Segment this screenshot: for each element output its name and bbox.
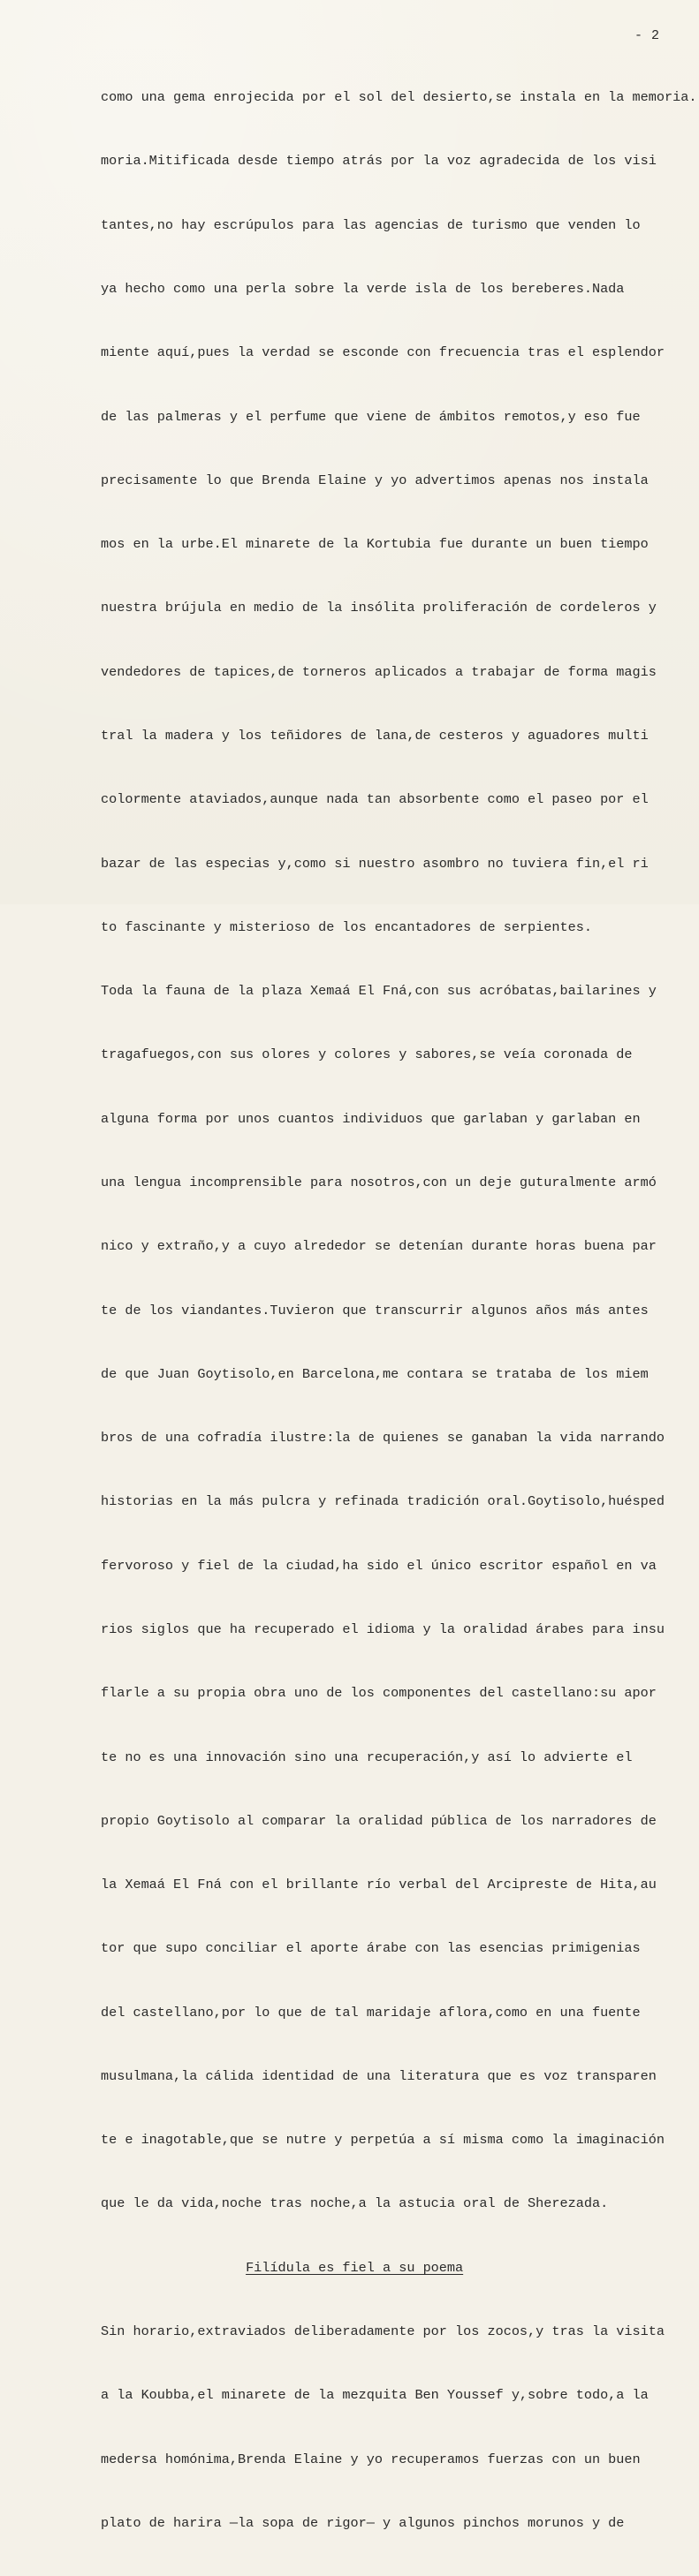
text-line: la Xemaá El Fná con el brillante río verbal del Arcipreste de Hita,au [101,1877,657,1893]
text-line: a la Koubba,el minarete de la mezquita Ben Youssef y,sobre todo,a la [101,2387,649,2404]
text-line: Sin horario,extraviados deliberadamente por los zocos,y tras la visita [101,2323,665,2340]
text-line: propio Goytisolo al comparar la oralidad pública de los narradores de [101,1812,657,1829]
text-line: bros de una cofradía ilustre:la de quienes se ganaban la vida narrando [101,1430,665,1447]
section-heading-row [101,2257,695,2278]
section-heading: Filídula es fiel a su poema [246,2259,464,2276]
text-line: de que Juan Goytisolo,en Barcelona,me contara se trataba de los miem [101,1365,649,1382]
text-line: miente aquí,pues la verdad se esconde con frecuencia tras el esplendor [101,344,665,361]
text-line: nuestra brújula en medio de la insólita proliferación de cordeleros y [101,600,657,616]
text-line: ya hecho como una perla sobre la verde isla de los bereberes.Nada [101,281,625,298]
text-line: to fascinante y misterioso de los encantadores de serpientes. [101,918,592,935]
text-line: historias en la más pulcra y refinada tradición oral.Goytisolo,huésped [101,1493,665,1510]
text-line: bazar de las especias y,como si nuestro asombro no tuviera fin,el ri [101,855,649,872]
text-line: Toda la fauna de la plaza Xemaá El Fná,con sus acróbatas,bailarines y [101,983,657,1000]
text-line: alguna forma por unos cuantos individuos que garlaban y garlaban en [101,1110,641,1127]
text-line: flarle a su propia obra uno de los componentes del castellano:su apor [101,1685,657,1702]
text-line: musulmana,la cálida identidad de una literatura que es voz transparen [101,2067,657,2084]
text-line: del castellano,por lo que de tal maridaje aflora,como en una fuente [101,2004,641,2021]
text-line: tantes,no hay escrúpulos para las agencias de turismo que venden lo [101,216,641,233]
text-line: una lengua incomprensible para nosotros,con un deje guturalmente armó [101,1174,657,1190]
text-line: tragafuegos,con sus olores y colores y sabores,se veía coronada de [101,1046,633,1063]
text-line: medersa homónima,Brenda Elaine y yo recuperamos fuerzas con un buen [101,2451,641,2467]
text-line: que le da vida,noche tras noche,a la astucia oral de Sherezada. [101,2195,609,2212]
body-text [101,44,695,2576]
text-line: precisamente lo que Brenda Elaine y yo advertimos apenas nos instala [101,472,649,488]
text-line: vendedores de tapices,de torneros aplicados a trabajar de forma magis [101,663,657,680]
text-line: te de los viandantes.Tuvieron que transcurrir algunos años más antes [101,1302,649,1318]
text-line: como una gema enrojecida por el sol del desierto,se instala en la memoria. [101,89,697,106]
text-line: de las palmeras y el perfume que viene de ámbitos remotos,y eso fue [101,408,641,425]
text-line: te e inagotable,que se nutre y perpetúa a sí misma como la imaginación [101,2132,665,2149]
text-line: colormente ataviados,aunque nada tan absorbente como el paseo por el [101,791,649,808]
page-number: - 2 [634,28,660,43]
text-line: plato de harira —la sopa de rigor— y algunos pinchos morunos y de [101,2514,625,2531]
text-line: te no es una innovación sino una recuperación,y así lo advierte el [101,1749,633,1765]
text-line: fervoroso y fiel de la ciudad,ha sido el único escritor español en va [101,1557,657,1574]
text-line: tor que supo conciliar el aporte árabe con las esencias primigenias [101,1940,641,1957]
text-line: moria.Mitificada desde tiempo atrás por la voz agradecida de los visi [101,153,657,170]
text-line: nico y extraño,y a cuyo alrededor se detenían durante horas buena par [101,1238,657,1255]
text-line: mos en la urbe.El minarete de la Kortubia fue durante un buen tiempo [101,536,649,553]
text-line: rios siglos que ha recuperado el idioma y la oralidad árabes para insu [101,1620,665,1637]
text-line: tral la madera y los teñidores de lana,de cesteros y aguadores multi [101,728,649,744]
